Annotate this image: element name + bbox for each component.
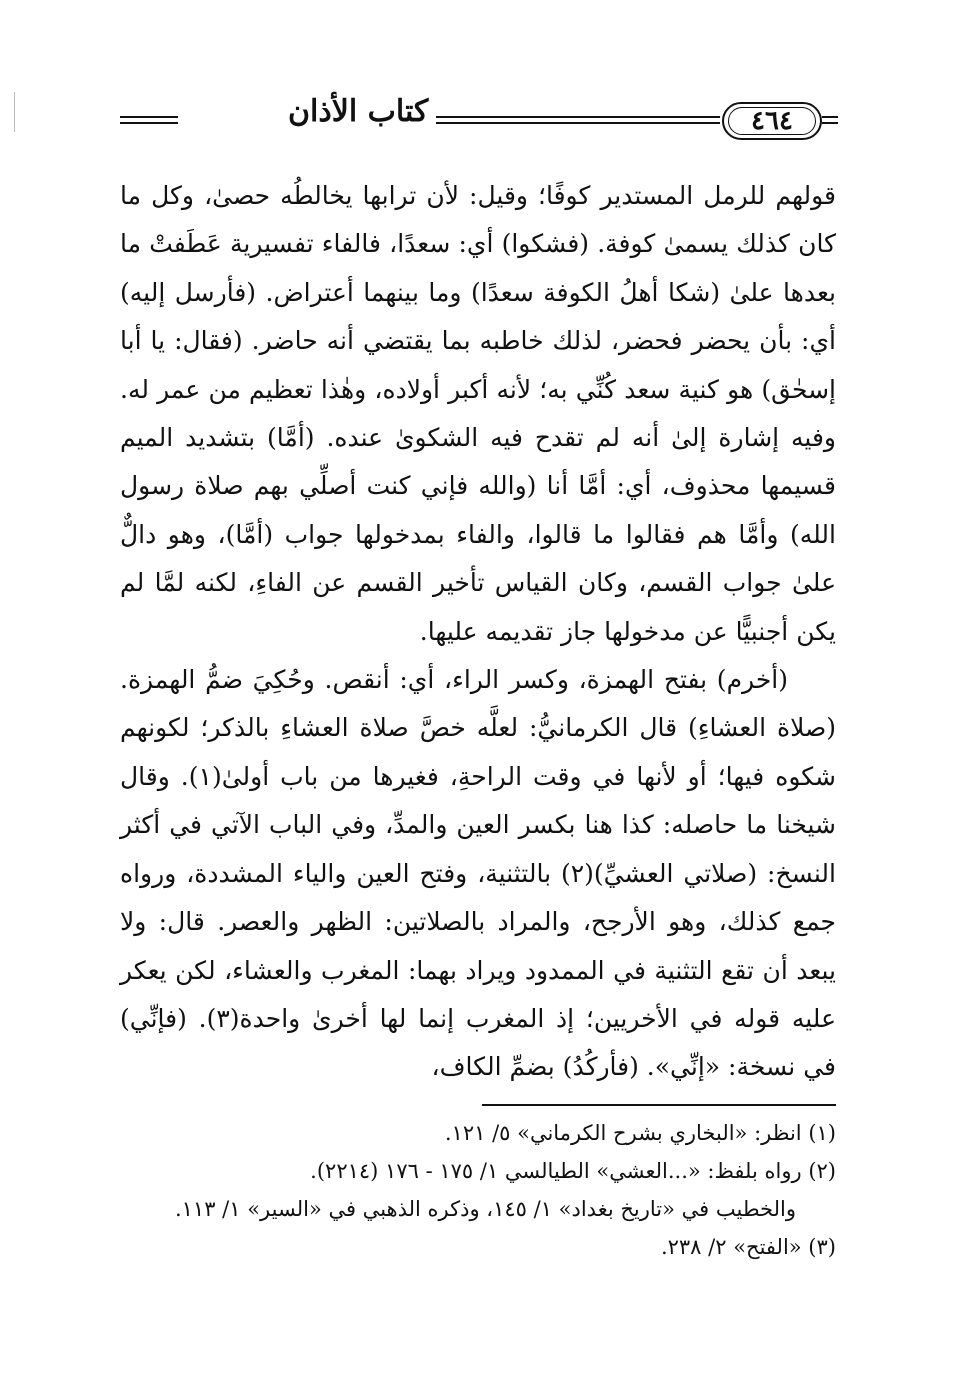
header-rule-right bbox=[822, 116, 838, 118]
main-text bbox=[120, 172, 836, 1092]
paragraph-2: (أخرم) بفتح الهمزة، وكسر الراء، أي: أنقص. وحُكِيَ ضمُّ الهمزة. (صلاة العشاءِ) قال الكرمانيُّ: لعلَّه خصَّ صلاة العشاءِ بالذكر؛ لكونهم شكوه فيها؛ أو لأنها في وقت الراحةِ، فغيرها من باب أولىٰ(١). وقال شيخنا ما حاصله: كذا هنا بكسر العين والمدِّ، وفي الباب الآتي في أكثر النسخ: (صلاتي العشيِّ)(٢) بالتثنية، وفتح العين والياء المشددة، ورواه جمع كذلك، وهو الأرجح، والمراد بالصلاتين: الظهر والعصر. قال: ولا يبعد أن تقع التثنية في الممدود ويراد بهما: المغرب والعشاء، لكن يعكر عليه قوله في الأخريين؛ إذ المغرب إنما لها أخرىٰ واحدة(٣). (فإنِّي) في نسخة: «إنِّي». (فأركُدُ) بضمِّ الكاف، bbox=[120, 665, 836, 1082]
book-title: كتاب الأذان bbox=[288, 94, 429, 129]
paragraph-1: قولهم للرمل المستدير كوفًا؛ وقيل: لأن ترابها يخالطُه حصىٰ، وكل ما كان كذلك يسمىٰ كوفة. (فشكوا) أي: سعدًا، فالفاء تفسيرية عَطَفتْ ما بعدها علىٰ (شكا أهلُ الكوفة سعدًا) وما بينهما أعتراض. (فأرسل إليه) أي: بأن يحضر فحضر، لذلك خاطبه بما يقتضي أنه حاضر. (فقال: يا أبا إسحٰق) هو كنية سعد كُنِّي به؛ لأنه أكبر أولاده، وهٰذا تعظيم من عمر له. وفيه إشارة إلىٰ أنه لم تقدح فيه الشكوىٰ عنده. (أمَّا) بتشديد الميم قسيمها محذوف، أي: أمَّا أنا (والله فإني كنت أصلِّي بهم صلاة رسول الله) وأمَّا هم فقالوا ما قالوا، والفاء بمدخولها جواب (أمَّا)، وهو دالٌّ علىٰ جواب القسم، وكان القياس تأخير القسم عن الفاءِ، لكنه لمَّا لم يكن أجنبيًّا عن مدخولها جاز تقديمه عليها. bbox=[120, 181, 836, 646]
footnote-3: (٣) «الفتح» ٢/ ٢٣٨. bbox=[660, 1235, 836, 1259]
footnote-2: (٢) رواه بلفظ: «...العشي» الطيالسي ١/ ١٧٥ - ١٧٦ (٢٢١٤). bbox=[310, 1159, 836, 1183]
footnotes bbox=[120, 1114, 836, 1266]
running-header bbox=[118, 88, 838, 152]
page-number-badge bbox=[722, 102, 822, 140]
footnote-2-continued: والخطيب في «تاريخ بغداد» ١/ ١٤٥، وذكره الذهبي في «السير» ١/ ١١٣. bbox=[174, 1197, 796, 1221]
header-rule-left bbox=[120, 116, 178, 118]
footnote-separator bbox=[482, 1104, 836, 1106]
footnote-1: (١) انظر: «البخاري بشرح الكرماني» ٥/ ١٢١. bbox=[444, 1121, 836, 1145]
header-rule-middle bbox=[436, 116, 720, 118]
margin-mark bbox=[14, 92, 15, 132]
page-number: ٤٦٤ bbox=[751, 106, 793, 136]
